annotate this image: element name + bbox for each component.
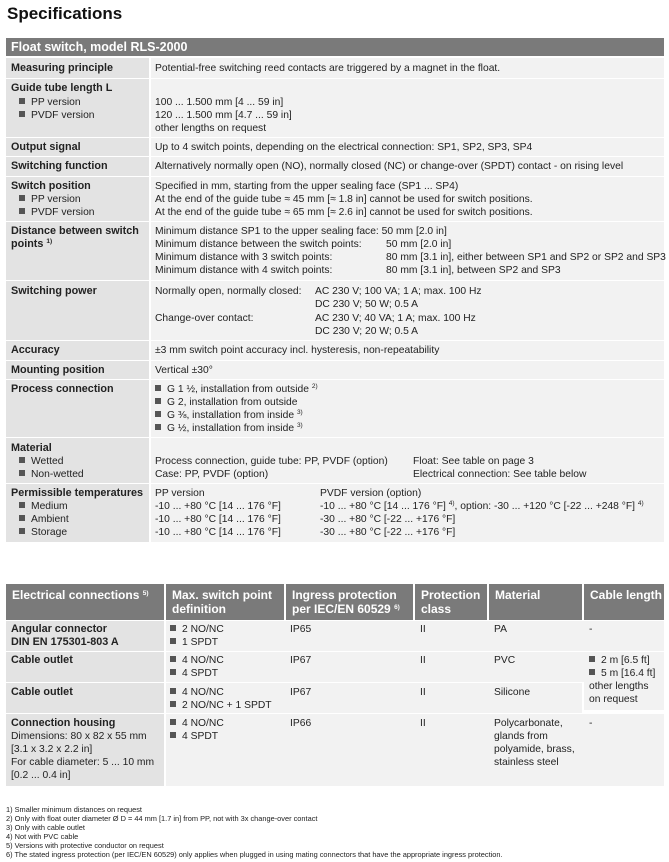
sub-label: Storage [31, 527, 68, 538]
row-value: Float: See table on page 3 [413, 456, 534, 467]
list-item: 4 SPDT [170, 730, 218, 743]
row-value: -30 ... +80 °C [-22 ... +176 °F] [320, 514, 456, 525]
bullet-icon [19, 515, 25, 521]
bullet-icon [19, 470, 25, 476]
ec-row-name: Cable outlet [11, 686, 73, 698]
bullet-icon [19, 502, 25, 508]
list-item: G 2, installation from outside [155, 396, 298, 409]
bullet-icon [170, 701, 176, 707]
row-label: Permissible temperatures [11, 487, 144, 499]
bullet-icon [170, 719, 176, 725]
sub-label: PVDF version [31, 207, 95, 218]
ec-cell-material: PVC [494, 655, 516, 666]
spec-row-accuracy [6, 340, 664, 360]
ec-header-protection-class: Protection class [415, 584, 487, 620]
row-label: Guide tube length L [11, 82, 113, 94]
row-value: -10 ... +80 °C [14 ... 176 °F] [155, 514, 281, 525]
ec-cell-class: II [420, 718, 426, 729]
spec-row-switching-power [6, 280, 664, 340]
ec-cell-ip: IP65 [290, 624, 312, 635]
row-value: -10 ... +80 °C [14 ... 176 °F] [155, 527, 281, 538]
ec-cell-material: Polycarbonate, [494, 718, 563, 729]
row-value: At the end of the guide tube ≈ 45 mm [≈ 1.8 in] cannot be used for switch positions. [155, 194, 533, 205]
spec-row-material [6, 437, 664, 483]
ec-header-ingress: Ingress protection per IEC/EN 60529 $^{6)}$ [286, 584, 413, 620]
footnote: 2) Only with float outer diameter Ø D = 44 mm [1.7 in] from PP, not with 3x change-over contact [6, 814, 318, 823]
row-label: Measuring principle [11, 62, 113, 74]
bullet-icon [19, 457, 25, 463]
row-value: Minimum distance SP1 to the upper sealing face: 50 mm [2.0 in] [155, 226, 447, 237]
row-label: Switching power [11, 285, 97, 297]
bullet-icon [19, 208, 25, 214]
ec-cell-material: PA [494, 624, 507, 635]
row-value: Normally open, normally closed: [155, 286, 302, 297]
ec-row-name: Angular connector [11, 623, 107, 635]
bullet-icon [155, 385, 161, 391]
list-item: 2 NO/NC + 1 SPDT [170, 699, 272, 712]
ec-header-material: Material [489, 584, 582, 620]
row-value: 80 mm [3.1 in], either between SP1 and SP2 or SP2 and SP3 [386, 252, 666, 263]
ec-cell-material: glands from [494, 731, 548, 742]
bullet-icon [19, 111, 25, 117]
row-label: Mounting position [11, 364, 105, 376]
footnote: 3) Only with cable outlet [6, 823, 85, 832]
spec-row-measuring-principle [6, 57, 664, 78]
bullet-icon [170, 669, 176, 675]
row-value: Minimum distance with 4 switch points: [155, 265, 333, 276]
row-value: DC 230 V; 20 W; 0.5 A [315, 326, 419, 337]
bullet-icon [155, 398, 161, 404]
list-item: 4 NO/NC [170, 717, 224, 730]
spec-row-switching-function [6, 156, 664, 176]
bullet-icon [155, 424, 161, 430]
row-label: Accuracy [11, 344, 60, 356]
list-item: 1 SPDT [170, 636, 218, 649]
list-item: 2 m [6.5 ft] [589, 654, 650, 667]
bullet-icon [589, 669, 595, 675]
bullet-icon [170, 688, 176, 694]
row-value: At the end of the guide tube ≈ 65 mm [≈ 2.6 in] cannot be used for switch positions. [155, 207, 533, 218]
row-label: Process connection [11, 383, 114, 395]
ec-cell-cable: on request [589, 694, 638, 705]
row-label: Switching function [11, 160, 108, 172]
ec-row-name: Cable outlet [11, 654, 73, 666]
row-value: Process connection, guide tube: PP, PVDF (option) [155, 456, 388, 467]
row-value: 80 mm [3.1 in], between SP2 and SP3 [386, 265, 561, 276]
list-item: G 1 ½, installation from outside $^{2)}$ [155, 383, 318, 396]
column-head: PP version [155, 488, 205, 499]
ec-cell-cable: - [589, 624, 593, 635]
ec-cell-cable: other lengths [589, 681, 649, 692]
ec-cell-class: II [420, 655, 426, 666]
list-item: 4 NO/NC [170, 654, 224, 667]
row-value: Case: PP, PVDF (option) [155, 469, 269, 480]
row-value: Potential-free switching reed contacts are triggered by a magnet in the float. [155, 63, 501, 74]
list-item: 4 NO/NC [170, 686, 224, 699]
spec-row-guide-tube [6, 78, 664, 137]
bullet-icon [170, 625, 176, 631]
row-value: Alternatively normally open (NO), normally closed (NC) or change-over (SPDT) contact - on rising level [155, 161, 624, 172]
column-head: PVDF version (option) [320, 488, 422, 499]
ec-row-name: DIN EN 175301-803 A [11, 636, 119, 648]
row-value: Minimum distance with 3 switch points: [155, 252, 333, 263]
ec-row-detail: [3.1 x 3.2 x 2.2 in] [11, 744, 93, 755]
bullet-icon [155, 411, 161, 417]
bullet-icon [170, 656, 176, 662]
spec-row-output-signal [6, 137, 664, 156]
row-label: Switch position [11, 180, 91, 192]
bullet-icon [589, 656, 595, 662]
ec-cell-ip: IP67 [290, 655, 312, 666]
spec-row-mounting [6, 360, 664, 379]
bullet-icon [19, 98, 25, 104]
sub-label: PP version [31, 97, 81, 108]
page-title: Specifications [7, 4, 123, 23]
ec-cell-ip: IP67 [290, 687, 312, 698]
ec-cell-cable: - [589, 718, 593, 729]
row-value: -10 ... +80 °C [14 ... 176 °F] $^{4)}$, option: -30 ... +120 °C [-22 ... +248 °F] $^{4)}$ [320, 500, 644, 512]
row-value: DC 230 V; 50 W; 0.5 A [315, 299, 419, 310]
ec-cell-material: Silicone [494, 687, 531, 698]
footnote: 5) Versions with protective conductor on request [6, 841, 164, 850]
bullet-icon [19, 528, 25, 534]
row-value: Specified in mm, starting from the upper sealing face (SP1 ... SP4) [155, 181, 459, 192]
ec-cell-class: II [420, 624, 426, 635]
sub-label: PVDF version [31, 110, 95, 121]
row-value: Vertical ±30° [155, 365, 213, 376]
list-item: G ⅜, installation from inside $^{3)}$ [155, 409, 303, 422]
row-value: Up to 4 switch points, depending on the electrical connection: SP1, SP2, SP3, SP4 [155, 142, 533, 153]
sub-label: Wetted [31, 456, 64, 467]
ec-cell-class: II [420, 687, 426, 698]
ec-header-switch-point: Max. switch point definition [166, 584, 284, 620]
spec-row-temperatures [6, 483, 664, 542]
sub-label: Ambient [31, 514, 69, 525]
row-value: Electrical connection: See table below [413, 469, 587, 480]
sub-label: Non-wetted [31, 469, 84, 480]
row-label: points [11, 238, 44, 250]
footnote: 4) Not with PVC cable [6, 832, 79, 841]
ec-row-name: Connection housing [11, 717, 116, 729]
ec-header-cable-length: Cable length [584, 584, 664, 620]
ec-header-connections: Electrical connections $^{5)}$ [6, 584, 164, 620]
row-label: Output signal [11, 141, 81, 153]
spec-row-process-connection [6, 379, 664, 437]
row-value: -10 ... +80 °C [14 ... 176 °F] [155, 501, 281, 512]
row-value: -30 ... +80 °C [-22 ... +176 °F] [320, 527, 456, 538]
ec-row-detail: Dimensions: 80 x 82 x 55 mm [11, 731, 147, 742]
bullet-icon [19, 195, 25, 201]
bullet-icon [170, 732, 176, 738]
list-item: 2 NO/NC [170, 623, 224, 636]
bullet-icon [170, 638, 176, 644]
row-value: 120 ... 1.500 mm [4.7 ... 59 in] [155, 110, 292, 121]
spec-table-header: Float switch, model RLS-2000 [6, 38, 664, 56]
row-value: 100 ... 1.500 mm [4 ... 59 in] [155, 97, 284, 108]
list-item: G ½, installation from inside $^{3)}$ [155, 422, 303, 435]
ec-cell-material: stainless steel [494, 757, 559, 768]
sub-label: PP version [31, 194, 81, 205]
ec-cell-material: polyamide, brass, [494, 744, 575, 755]
row-value: AC 230 V; 100 VA; 1 A; max. 100 Hz [315, 286, 482, 297]
sub-label: Medium [31, 501, 68, 512]
row-value: ±3 mm switch point accuracy incl. hysteresis, non-repeatability [155, 345, 440, 356]
ec-row-detail: For cable diameter: 5 ... 10 mm [11, 757, 155, 768]
ec-cell-ip: IP66 [290, 718, 312, 729]
row-value: 50 mm [2.0 in] [386, 239, 452, 250]
spec-row-distance [6, 221, 664, 280]
row-value: Minimum distance between the switch points: [155, 239, 362, 250]
ec-row-detail: [0.2 ... 0.4 in] [11, 770, 71, 781]
list-item: 4 SPDT [170, 667, 218, 680]
footnote: 6) The stated ingress protection (per IEC/EN 60529) only applies when plugged in using mating connectors that have the appropriate ingress protection. [6, 850, 503, 859]
row-value: other lengths on request [155, 123, 267, 134]
footnote: 1) Smaller minimum distances on request [6, 805, 142, 814]
row-value: Change-over contact: [155, 313, 254, 324]
spec-row-switch-position [6, 176, 664, 221]
row-value: AC 230 V; 40 VA; 1 A; max. 100 Hz [315, 313, 476, 324]
footnote-ref: 1) [46, 238, 53, 245]
list-item: 5 m [16.4 ft] [589, 667, 655, 680]
row-label: Material [11, 442, 52, 454]
row-label: Distance between switch [11, 225, 139, 237]
